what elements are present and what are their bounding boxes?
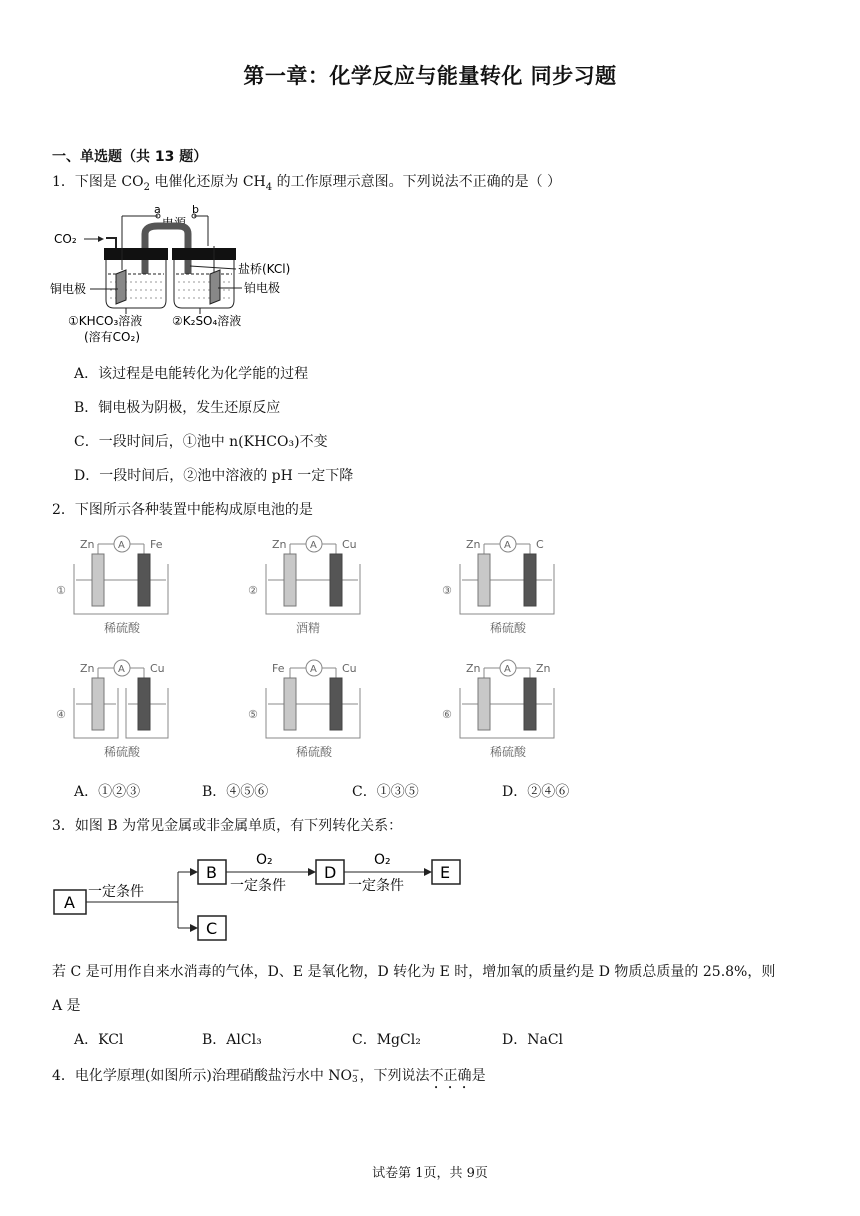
ammeter-label: A xyxy=(310,664,317,675)
right-electrode-label: Fe xyxy=(150,538,163,551)
q3-option-b: B．AlCl₃ xyxy=(202,1032,262,1048)
q2-option-a: A．①②③ xyxy=(74,784,141,800)
question-1-stem: 1．下图是 $CO_2$ 电催化还原为 $CH_4$ 的工作原理示意图。下列说法不正确的是（ ） xyxy=(52,174,562,193)
electrolysis-diagram xyxy=(50,204,310,346)
ammeter-label: A xyxy=(118,664,125,675)
condition-label-1: 一定条件 xyxy=(88,884,144,900)
beaker xyxy=(74,564,168,614)
left-electrode-label: Zn xyxy=(272,538,287,551)
right-electrode-label: Cu xyxy=(342,662,357,675)
left-electrode xyxy=(478,678,490,730)
q2-option-b: B．④⑤⑥ xyxy=(202,784,269,800)
question-3-stem: 3．如图 B 为常见金属或非金属单质，有下列转化关系： xyxy=(52,818,403,834)
cell-number: ③ xyxy=(442,584,452,597)
question-4-stem: 4．电化学原理(如图所示)治理硝酸盐污水中 NO − 3 ，下列说法不正确是 xyxy=(52,1066,486,1085)
right-electrode xyxy=(524,678,536,730)
electrolyte-label: 酒精 xyxy=(296,621,321,635)
electrolyte-label: 稀硫酸 xyxy=(296,745,333,759)
beaker xyxy=(266,688,360,738)
question-3-condition-cont: A 是 xyxy=(52,998,81,1014)
solution-1-label: ①KHCO₃溶液 xyxy=(68,314,143,328)
terminal-b-label: b xyxy=(192,204,199,216)
left-electrode-label: Fe xyxy=(272,662,285,675)
beaker xyxy=(460,564,554,614)
page-footer: 试卷第 1页，共 9页 xyxy=(372,1166,488,1181)
condition-label-2: 一定条件 xyxy=(230,878,286,894)
electrolyte-label: 稀硫酸 xyxy=(104,621,141,635)
q2-option-c: C．①③⑤ xyxy=(352,784,419,800)
right-electrode-label: C xyxy=(536,538,544,551)
left-electrode-label: Zn xyxy=(466,538,481,551)
co2-label: CO₂ xyxy=(54,232,77,246)
q3-option-d: D．NaCl xyxy=(502,1032,564,1048)
platinum-electrode-label: 铂电极 xyxy=(244,281,281,295)
copper-electrode-label: 铜电极 xyxy=(50,282,87,296)
left-electrode xyxy=(284,554,296,606)
left-electrode-label: Zn xyxy=(466,662,481,675)
page-title: 第一章：化学反应与能量转化 同步习题 xyxy=(243,64,617,88)
electrolyte-label: 稀硫酸 xyxy=(104,745,141,759)
right-electrode xyxy=(524,554,536,606)
left-electrode-label: Zn xyxy=(80,662,95,675)
q1-option-b: B．铜电极为阴极，发生还原反应 xyxy=(74,400,281,416)
power-label: 电源 xyxy=(162,216,187,230)
cell-number: ② xyxy=(248,584,258,597)
beaker xyxy=(266,564,360,614)
node-d: D xyxy=(324,863,337,882)
cell-number: ⑥ xyxy=(442,708,452,721)
section-heading: 一、单选题（共 13 题） xyxy=(52,149,208,165)
node-a: A xyxy=(64,893,75,912)
solution-1-note: (溶有CO₂) xyxy=(84,330,140,344)
ammeter-label: A xyxy=(118,540,125,551)
beaker xyxy=(460,688,554,738)
salt-bridge-label: 盐桥(KCl) xyxy=(238,262,291,276)
q1-option-a: A．该过程是电能转化为化学能的过程 xyxy=(74,366,309,382)
left-electrode xyxy=(478,554,490,606)
electrolyte-label: 稀硫酸 xyxy=(490,621,527,635)
solution-2-label: ②K₂SO₄溶液 xyxy=(172,314,242,328)
left-electrode xyxy=(92,554,104,606)
cell-number: ⑤ xyxy=(248,708,258,721)
condition-label-3: 一定条件 xyxy=(348,878,404,894)
right-electrode xyxy=(138,554,150,606)
right-electrode-label: Cu xyxy=(150,662,165,675)
q1-option-d: D．一段时间后，②池中溶液的 pH 一定下降 xyxy=(74,468,354,484)
node-b: B xyxy=(206,863,217,882)
q3-option-c: C．MgCl₂ xyxy=(352,1032,421,1048)
right-electrode xyxy=(138,678,150,730)
cell-number: ④ xyxy=(56,708,66,721)
ammeter-label: A xyxy=(504,540,511,551)
left-electrode xyxy=(284,678,296,730)
ammeter-label: A xyxy=(310,540,317,551)
left-electrode-label: Zn xyxy=(80,538,95,551)
node-e: E xyxy=(440,863,451,882)
right-electrode-label: Zn xyxy=(536,662,551,675)
right-electrode xyxy=(330,678,342,730)
electrolyte-label: 稀硫酸 xyxy=(490,745,527,759)
ammeter-label: A xyxy=(504,664,511,675)
conversion-flow-diagram xyxy=(50,848,470,946)
right-electrode xyxy=(330,554,342,606)
o2-label-2: O₂ xyxy=(374,852,391,868)
galvanic-cells-diagram xyxy=(56,534,576,768)
question-2-stem: 2．下图所示各种装置中能构成原电池的是 xyxy=(52,502,313,518)
q2-option-d: D．②④⑥ xyxy=(502,784,570,800)
o2-label-1: O₂ xyxy=(256,852,273,868)
terminal-a-label: a xyxy=(154,204,161,216)
q3-option-a: A．KCl xyxy=(74,1032,124,1048)
q1-option-c: C．一段时间后，①池中 n(KHCO₃)不变 xyxy=(74,434,328,450)
cell-number: ① xyxy=(56,584,66,597)
node-c: C xyxy=(206,919,218,938)
left-electrode xyxy=(92,678,104,730)
right-electrode-label: Cu xyxy=(342,538,357,551)
question-3-condition: 若 C 是可用作自来水消毒的气体，D、E 是氧化物，D 转化为 E 时，增加氧的质量约是 D 物质总质量的 25.8%，则 xyxy=(52,964,776,980)
